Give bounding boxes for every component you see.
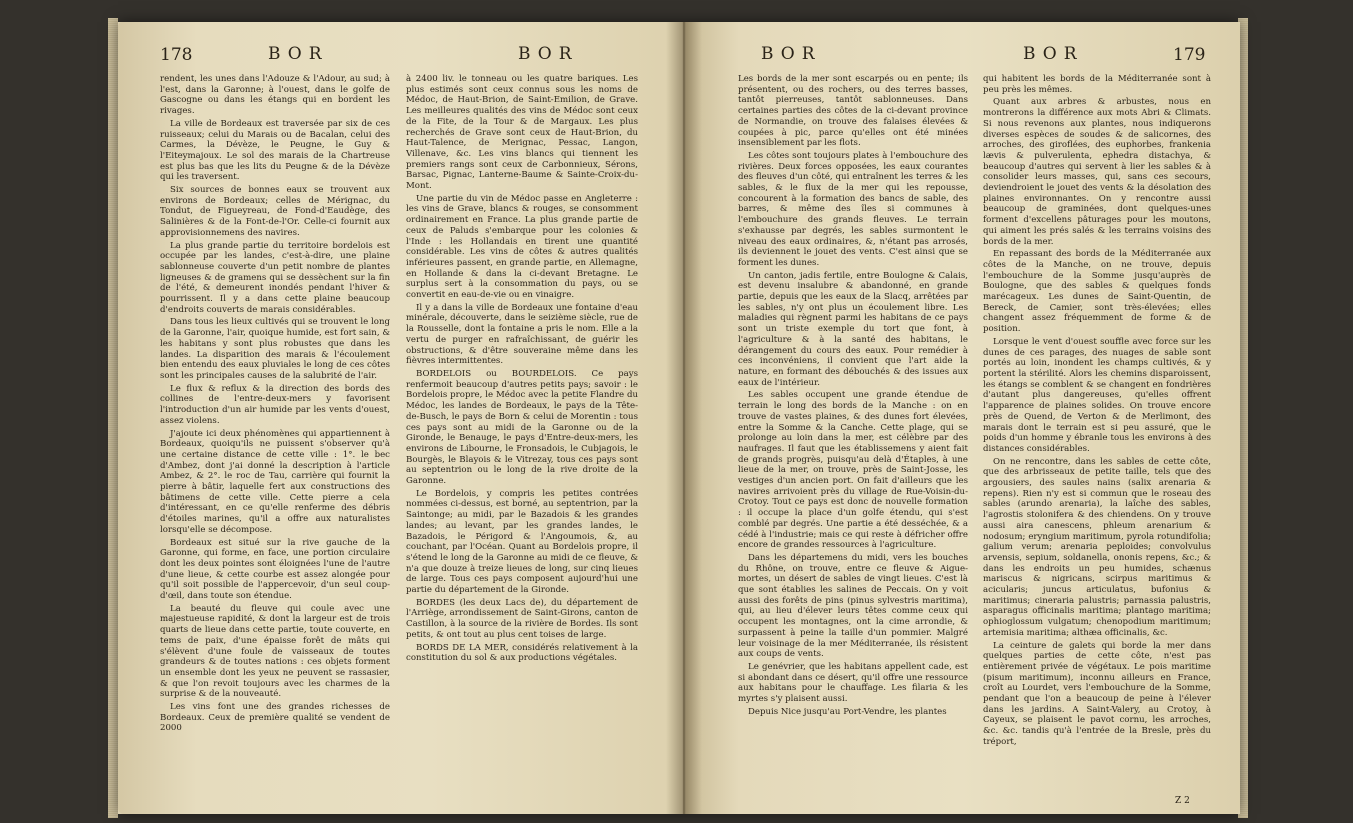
- paragraph: rendent, les unes dans l'Adouze & l'Adour, au sud; à l'est, dans la Garonne; à l'ouest, dans le golfe de Gascogne ou dans les étangs qui en bordent les rivages.: [160, 74, 390, 117]
- left-header-left: BOR: [268, 44, 329, 64]
- left-column-1: [160, 74, 390, 804]
- paragraph: qui habitent les bords de la Méditerranée sont à peu près les mêmes.: [983, 74, 1211, 95]
- paragraph: J'ajoute ici deux phénomènes qui appartiennent à Bordeaux, quoiqu'ils ne puissent s'observer qu'à une certaine distance de cette ville : 1°. le bec d'Ambez, dont j'ai donné la description à l'article Ambez, & 2°. le roc de Tau, carrière qui fournit la pierre à bâtir, laquelle fert aux constructions des bâtimens de cette ville. Cette pierre a cela d'intéressant, en ce qu'elle renferme des débris d'étoiles marines, qu'il a offre aux naturalistes lorsqu'elle se décompose.: [160, 428, 390, 535]
- paragraph: Six sources de bonnes eaux se trouvent aux environs de Bordeaux; celles de Mérignac, du Tondut, de Figueyreau, de Fond-d'Eaudège, des Salinières & de la Font-de-l'Or. Celle-ci fournit aux approvisionnemens des navires.: [160, 185, 390, 238]
- paragraph: On ne rencontre, dans les sables de cette côte, que des arbrisseaux de petite taille, tels que des argousiers, des saules nains (salix arenaria & repens). Rien n'y est si commun que le roseau des sables (arundo arenaria), la laîche des sables, l'agrostis stolonifera & des chiendens. On y trouve aussi aira canescens, phleum arenarium & nodosum; eryngium maritimum, pyrola rotundifolia; galium verum; arenaria peploides; convolvulus arvensis, sepium, soldanella, ononis repens, &c.; & dans les endroits un peu humides, schænus mariscus & nigricans, scirpus maritimus & acicularis; juncus articulatus, bufonius & maritimus; cineraria palustris; parnassia palustris, asparagus officinalis maritima; plantago maritima; ophioglossum vulgatum; chenopodium maritimum; artemisia maritima; althæa officinalis, &c.: [983, 456, 1211, 638]
- paragraph: Il y a dans la ville de Bordeaux une fontaine d'eau minérale, découverte, dans le seizième siècle, rue de la Rousselle, dont la fontaine a pris le nom. Elle a la vertu de purger en rafraîchissant, de guérir les obstructions, & d'être souveraine même dans les fièvres intermittentes.: [406, 302, 638, 367]
- right-page-number: 179: [1173, 45, 1206, 65]
- paragraph: BORDS DE LA MER, considérés relativement à la constitution du sol & aux productions végétales.: [406, 642, 638, 664]
- paragraph: Une partie du vin de Médoc passe en Angleterre : les vins de Grave, blancs & rouges, se consomment ordinairement en France. La plus grande partie de ceux de Paluds s'embarque pour les colonies & l'Inde : les Hollandais en tirent une quantité considérable. Les vins de côtes & autres qualités inférieures passent, en grande partie, en Allemagne, en Hollande & dans la ci-devant Bretagne. Le surplus sert à la consommation du pays, ou se convertit en eau-de-vie ou en vinaigre.: [406, 193, 638, 301]
- paragraph: Lorsque le vent d'ouest souffle avec force sur les dunes de ces parages, des nuages de sable sont portés au loin, inondent les champs cultivés, & y portent la stérilité. Alors les chemins disparoissent, les étangs se comblent & se changent en fondrières d'autant plus dangereuses, qu'elles offrent l'apparence de plaines solides. On trouve encore près de Quend, de Verton & de Merlimont, des marais dont le terrain est si peu assuré, que le poids d'un homme y ébranle tous les environs à des distances considérables.: [983, 336, 1211, 454]
- left-page: [118, 22, 683, 814]
- paragraph: BORDES (les deux Lacs de), du département de l'Arriège, arrondissement de Saint-Girons, canton de Castillon, à la source de la rivière de Bordes. Ils sont petits, & ont tout au plus cent toises de large.: [406, 597, 638, 640]
- right-header-left: BOR: [761, 44, 822, 64]
- paragraph: Le Bordelois, y compris les petites contrées nommées ci-dessus, est borné, au septentrion, par la Saintonge; au midi, par le Bazadois & les grandes landes; au levant, par les grandes landes, le Bazadois, le Périgord & l'Angoumois, &, au couchant, par l'Océan. Quant au Bordelois propre, il s'étend le long de la Garonne au midi de ce fleuve, & n'a que douze à treize lieues de long, sur cinq lieues de large. Tous ces pays composent aujourd'hui une partie du département de la Gironde.: [406, 488, 638, 596]
- signature-mark: Z 2: [1175, 796, 1190, 806]
- paragraph: Le flux & reflux & la direction des bords des collines de l'entre-deux-mers y favorisent l'introduction d'un air humide par les vents d'ouest, assez violens.: [160, 383, 390, 426]
- paragraph: Le genévrier, que les habitans appellent cade, est si abondant dans ce désert, qu'il offre une ressource aux habitans pour le chauffage. Les filaria & les myrtes s'y plaisent aussi.: [738, 661, 968, 705]
- paragraph: La ceinture de galets qui borde la mer dans quelques parties de cette côte, n'est pas entièrement privée de végétaux. Le pois maritime (pisum maritimum), inconnu ailleurs en France, croît au Lourdet, vers l'embouchure de la Somme, pendant que l'on a beaucoup de peine à l'élever dans les jardins. A Saint-Valery, au Crotoy, à Cayeux, se plaisent le pavot cornu, les arroches, &c. &c. tandis qu'à l'entrée de la Bresle, près du tréport,: [983, 640, 1211, 747]
- paragraph: En repassant des bords de la Méditerranée aux côtes de la Manche, on ne trouve, depuis l'embouchure de la Somme jusqu'auprès de Boulogne, que des sables & quelques fonds marécageux. Les dunes de Saint-Quentin, de Bereck, de Camier, sont très-élevées; elles changent assez fréquemment de forme & de position.: [983, 249, 1211, 335]
- paragraph: Les côtes sont toujours plates à l'embouchure des rivières. Deux forces opposées, les eaux courantes des fleuves d'un côté, qui entraînent les terres & les sables, & le flux de la mer qui les repousse, concourent à la formation des bancs de sable, des barres, & même des îles si communes à l'embouchure des grands fleuves. Le terrain s'exhausse par degrés, les sables surmontent le niveau des eaux ordinaires, &, n'étant pas arrosés, ils deviennent le jouet des vents. C'est ainsi que se forment les dunes.: [738, 150, 968, 268]
- paragraph: La beauté du fleuve qui coule avec une majestueuse rapidité, & dont la largeur est de trois quarts de lieue dans cette partie, toute couverte, en tems de paix, d'une épaisse forêt de mâts qui s'élèvent d'une foule de vaisseaux de toutes grandeurs & de toutes nations : ces objets forment un ensemble dont les yeux ne peuvent se rassasier, & que l'on revoit toujours avec les charmes de la surprise & de la nouveauté.: [160, 603, 390, 700]
- right-header-right: BOR: [1023, 44, 1084, 64]
- paragraph: Dans tous les lieux cultivés qui se trouvent le long de la Garonne, l'air, quoique humide, est fort sain, & les habitans y sont plus robustes que dans les landes. La disparition des marais & l'écoulement bien entendu des eaux pluviales le long de ces côtes sont les principales causes de la salubrité de l'air.: [160, 317, 390, 381]
- paragraph: Dans les départemens du midi, vers les bouches du Rhône, on trouve, entre ce fleuve & Aigue-mortes, un désert de sables de vingt lieues. C'est là que sont établies les salines de Peccais. On y voit aussi des forêts de pins (pinus sylvestris maritima), qui, au lieu d'élever leurs têtes comme ceux qui occupent les montagnes, ont la cime arrondie, & surpassent à peine la taille d'un pommier. Malgré leur voisinage de la mer Méditerranée, ils résistent aux coups de vents.: [738, 552, 968, 660]
- right-column-1: [738, 74, 968, 804]
- book-gutter: [666, 22, 702, 814]
- paragraph: à 2400 liv. le tonneau ou les quatre bariques. Les plus estimés sont ceux connus sous les noms de Médoc, de Haut-Brion, de Saint-Emilion, de Grave. Les meilleures qualités des vins de Médoc sont ceux de la Fite, de la Tour & de Margaux. Les plus recherchés de Grave sont ceux de Haut-Brion, du Haut-Talence, de Merignac, Pessac, Langon, Villenave, &c. Les vins blancs qui tiennent les premiers rangs sont ceux de Carbonnieux, Sérons, Barsac, Pignac, Lanterne-Baume & Sainte-Croix-du-Mont.: [406, 74, 638, 192]
- right-page: [683, 22, 1240, 814]
- paragraph: Les vins font une des grandes richesses de Bordeaux. Ceux de première qualité se vendent de 2000: [160, 702, 390, 734]
- book-spread: [118, 22, 1240, 814]
- left-header-right: BOR: [518, 44, 579, 64]
- book-edge-left: [108, 18, 118, 818]
- paragraph: Un canton, jadis fertile, entre Boulogne & Calais, est devenu insalubre & abandonné, en grande partie, depuis que les eaux de la Slacq, arrêtées par les sables, n'y ont plus un écoulement libre. Les maladies qui règnent parmi les habitans de ce pays sont un triste exemple du tort que font, à l'agriculture & à la santé des habitans, le dérangement du cours des eaux. Pour remédier à ces inconvéniens, il convient que l'art aide la nature, en formant des débouchés & des issues aux eaux de l'intérieur.: [738, 270, 968, 388]
- paragraph: La ville de Bordeaux est traversée par six de ces ruisseaux; celui du Marais ou de Bacalan, celui des Carmes, la Dévèze, le Peugne, le Guy & l'Eiteymajoux. Le sol des marais de la Chartreuse est plus bas que les lits du Peugne & de la Dévèze qui les traversent.: [160, 118, 390, 183]
- left-page-number: 178: [160, 45, 193, 65]
- left-column-2: [406, 74, 638, 804]
- right-column-2: [983, 74, 1211, 796]
- paragraph: Les sables occupent une grande étendue de terrain le long des bords de la Manche : on en trouve de vastes plaines, & des dunes fort élevées, entre la Somme & la Canche. Cette plage, qui se prolonge au loin dans la mer, est célèbre par des naufrages. Il faut que les établissemens y aient fait de grands progrès, puisqu'au delà d'Étaples, à une lieue de la mer, on trouve, près de Saint-Josse, les vestiges d'un ancien port. On fait d'ailleurs que les navires arrivoient près du village de Rue-Voisin-du-Crotoy. Tout ce pays est donc de nouvelle formation : il occupe la place d'un golfe étendu, qui s'est comblé par degrés. Une partie a été desséchée, & a cédé à l'industrie; mais ce qui reste à défricher offre encore de grandes ressources à l'agriculture.: [738, 390, 968, 551]
- paragraph: Les bords de la mer sont escarpés ou en pente; ils présentent, ou des rochers, ou des terres basses, tantôt pierreuses, tantôt sablonneuses. Dans certaines parties des côtes de la ci-devant province de Normandie, on trouve des falaises élevées & coupées à pic, parce qu'elles ont été minées insensiblement par les flots.: [738, 74, 968, 149]
- paragraph: BORDELOIS ou BOURDELOIS. Ce pays renfermoit beaucoup d'autres petits pays; savoir : le Bordelois propre, le Médoc avec la petite Flandre du Médoc, les landes de Bordeaux, le pays de la Tête-de-Busch, le pays de Born & celui de Morentin : tous ces pays sont au midi de la Garonne ou de la Gironde, le Benauge, le pays d'Entre-deux-mers, les environs de Libourne, le Fronsadois, le Cubjagois, le Bourgès, le Blayois & le Vitrezay, tous ces pays sont au septentrion ou le long de la rive droite de la Garonne.: [406, 368, 638, 487]
- paragraph: Bordeaux est situé sur la rive gauche de la Garonne, qui forme, en face, une portion circulaire dont les deux pointes sont éloignées l'une de l'autre d'une lieue, & cette courbe est assez alongée pour qu'il soit possible de l'appercevoir, d'un seul coup-d'œil, dans toute son étendue.: [160, 537, 390, 602]
- paragraph: Depuis Nice jusqu'au Port-Vendre, les plantes: [748, 706, 947, 717]
- paragraph: Quant aux arbres & arbustes, nous en montrerons la différence aux mots Abri & Climats. Si nous revenons aux plantes, nous indiquerons diverses espèces de soudes & de salicornes, des arroches, des giroflées, des euphorbes, frankenia lævis & pulverulenta, ephedra distachya, & beaucoup d'autres qui servent à lier les sables & à consolider leurs masses, qui, sans ces secours, deviendroient le jouet des vents & la désolation des plaines environnantes. On y rencontre aussi beaucoup de graminées, dont quelques-unes forment d'excellens pâturages pour les moutons, qui aiment les prés salés & les terrains voisins des bords de la mer.: [983, 97, 1211, 247]
- paragraph: La plus grande partie du territoire bordelois est occupée par les landes, c'est-à-dire, une plaine sablonneuse couverte d'un petit nombre de plantes ligneuses & de gramens qui se dessèchent sur la fin de l'été, & demeurent inondés pendant l'hiver & pourrissent. Il y a dans cette plaine beaucoup d'endroits couverts de marais considérables.: [160, 240, 390, 315]
